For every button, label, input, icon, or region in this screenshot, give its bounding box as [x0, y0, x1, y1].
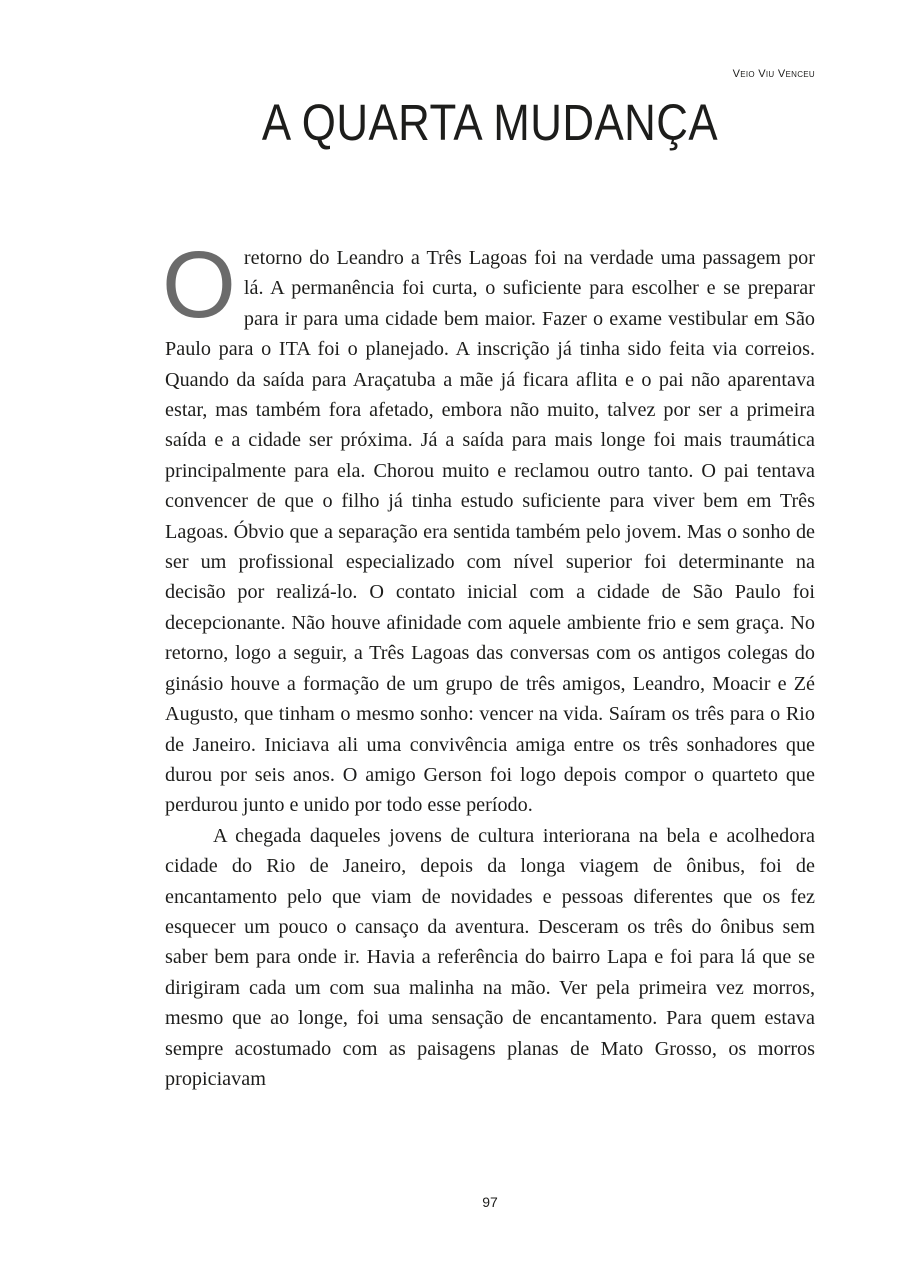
paragraph-2: A chegada daqueles jovens de cultura interiorana na bela e acolhedora cidade do Rio de Janeiro, depois da longa viagem de ônibus, foi de encantamento pelo que viam de novidades e pessoas diferentes que os fez esquecer um pouco o cansaço da aventura. Desceram os três do ônibus sem saber bem para onde ir. Havia a referência do bairro Lapa e foi para lá que se dirigiram cada um com sua malinha na mão. Ver pela primeira vez morros, mesmo que ao longe, foi uma sensação de encantamento. Para quem estava sempre acostumado com as paisagens planas de Mato Grosso, os morros propiciavam: [165, 824, 815, 1090]
running-head: Veio Viu Venceu: [732, 68, 815, 80]
drop-cap: O: [162, 232, 236, 338]
chapter-body: [162, 232, 815, 1094]
paragraph-1-text: retorno do Leandro a Três Lagoas foi na verdade uma passagem por lá. A permanência foi curta, o suficiente para escolher e se preparar para ir para uma cidade bem maior. Fazer o exame vestibular em São Paulo para o ITA foi o planejado. A inscrição já tinha sido feita via correios. Quando da saída para Araçatuba a mãe já ficara aflita e o pai não aparentava estar, mas também fora afetado, embora não muito, talvez por ser a primeira saída e a cidade ser próxima. Já a saída para mais longe foi mais traumática principalmente para ela. Chorou muito e reclamou outro tanto. O pai tentava convencer de que o filho já tinha estudo suficiente para viver bem em Três Lagoas. Óbvio que a separação era sentida também pelo jovem. Mas o sonho de ser um profissional especializado com nível superior foi determinante na decisão por realizá-lo. O contato inicial com a cidade de São Paulo foi decepcionante. Não houve afinidade com aquele ambiente frio e sem graça. No retorno, logo a seguir, a Três Lagoas das conversas com os antigos colegas do ginásio houve a formação de um grupo de três amigos, Leandro, Moacir e Zé Augusto, que tinham o mesmo sonho: vencer na vida. Saíram os três para o Rio de Janeiro. Iniciava ali uma convivência amiga entre os três sonhadores que durou por seis anos. O amigo Gerson foi logo depois compor o quarteto que perdurou junto e unido por todo esse período.: [165, 247, 815, 817]
chapter-title: A QUARTA MUDANÇA: [261, 94, 719, 151]
page-number: 97: [482, 1194, 498, 1210]
paragraph-1: [162, 232, 815, 821]
